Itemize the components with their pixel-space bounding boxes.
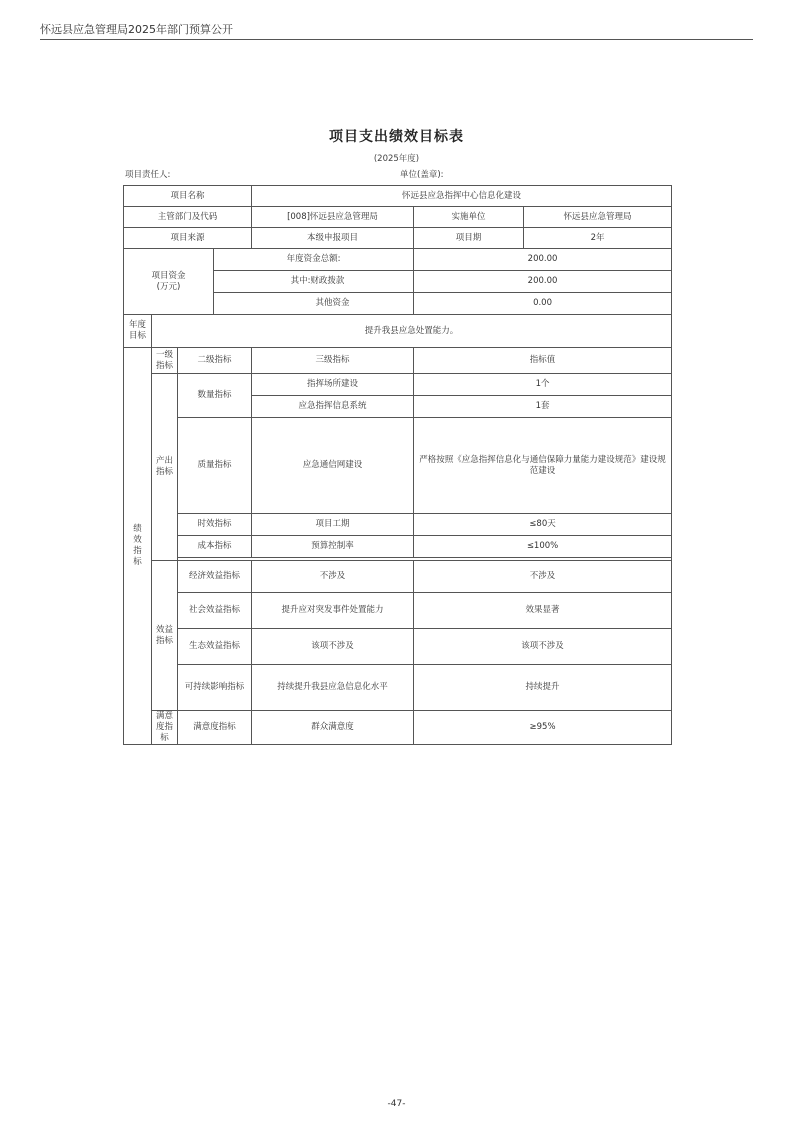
time-value: ≤80天 xyxy=(414,514,672,536)
output-indicator-label: 产出 指标 xyxy=(152,374,178,561)
time-name: 项目工期 xyxy=(252,514,414,536)
table-row xyxy=(124,228,672,249)
table-row xyxy=(124,514,672,536)
satisfaction-level1-label: 满意 度指 标 xyxy=(152,711,178,745)
satisfaction-value: ≥95% xyxy=(414,711,672,745)
col-level1-header: 一级 指标 xyxy=(152,348,178,374)
project-name-value: 怀远县应急指挥中心信息化建设 xyxy=(252,186,672,207)
fund-other-label: 其他资金 xyxy=(214,293,414,315)
quantity-indicator-label: 数量指标 xyxy=(178,374,252,418)
time-indicator-label: 时效指标 xyxy=(178,514,252,536)
social-name: 提升应对突发事件处置能力 xyxy=(252,593,414,629)
eco-value: 该项不涉及 xyxy=(414,629,672,665)
quality-value: 严格按照《应急指挥信息化与通信保障力量能力建设规范》建设规范建设 xyxy=(414,418,672,514)
dept-value: [008]怀远县应急管理局 xyxy=(252,207,414,228)
annual-goal-value: 提升我县应急处置能力。 xyxy=(152,315,672,348)
eco-name: 该项不涉及 xyxy=(252,629,414,665)
fund-total-label: 年度资金总额: xyxy=(214,249,414,271)
sustain-name: 持续提升我县应急信息化水平 xyxy=(252,665,414,711)
perf-indicator-label: 绩 效 指 标 xyxy=(124,348,152,745)
period-value: 2年 xyxy=(524,228,672,249)
table-row xyxy=(124,593,672,629)
fund-total-value: 200.00 xyxy=(414,249,672,271)
project-name-label: 项目名称 xyxy=(124,186,252,207)
table-row xyxy=(124,348,672,374)
satisfaction-indicator-label: 满意度指标 xyxy=(178,711,252,745)
econ-value: 不涉及 xyxy=(414,561,672,593)
table-row xyxy=(124,249,672,271)
year-subtitle: (2025年度) xyxy=(373,154,420,164)
quality-indicator-label: 质量指标 xyxy=(178,418,252,514)
table-row xyxy=(124,536,672,558)
q1-name: 指挥场所建设 xyxy=(252,374,414,396)
responsible-label: 项目责任人: xyxy=(125,170,171,180)
fund-fiscal-value: 200.00 xyxy=(414,271,672,293)
col-level2-header: 二级指标 xyxy=(178,348,252,374)
unit-stamp-label: 单位(盖章): xyxy=(400,170,444,180)
q2-value: 1套 xyxy=(414,396,672,418)
header-rule xyxy=(40,39,753,40)
fund-other-value: 0.00 xyxy=(414,293,672,315)
fund-fiscal-label: 其中:财政拨款 xyxy=(214,271,414,293)
table-row xyxy=(124,629,672,665)
dept-label: 主管部门及代码 xyxy=(124,207,252,228)
eco-indicator-label: 生态效益指标 xyxy=(178,629,252,665)
impl-label: 实施单位 xyxy=(414,207,524,228)
performance-table xyxy=(123,185,672,745)
table-row xyxy=(124,418,672,514)
table-row xyxy=(124,711,672,745)
q2-name: 应急指挥信息系统 xyxy=(252,396,414,418)
source-label: 项目来源 xyxy=(124,228,252,249)
source-value: 本级申报项目 xyxy=(252,228,414,249)
fund-label: 项目资金 (万元) xyxy=(124,249,214,315)
cost-name: 预算控制率 xyxy=(252,536,414,558)
col-level3-header: 三级指标 xyxy=(252,348,414,374)
table-row xyxy=(124,561,672,593)
table-row xyxy=(124,186,672,207)
table-row xyxy=(124,315,672,348)
sustain-value: 持续提升 xyxy=(414,665,672,711)
sustain-indicator-label: 可持续影响指标 xyxy=(178,665,252,711)
table-row xyxy=(124,207,672,228)
period-label: 项目期 xyxy=(414,228,524,249)
econ-name: 不涉及 xyxy=(252,561,414,593)
page-number: -47- xyxy=(387,1099,406,1109)
q1-value: 1个 xyxy=(414,374,672,396)
page-title: 项目支出绩效目标表 xyxy=(329,129,464,145)
cost-indicator-label: 成本指标 xyxy=(178,536,252,558)
benefit-indicator-label: 效益 指标 xyxy=(152,561,178,711)
table-row xyxy=(124,665,672,711)
satisfaction-name: 群众满意度 xyxy=(252,711,414,745)
page-header: 怀远县应急管理局2025年部门预算公开 xyxy=(40,23,233,36)
impl-value: 怀远县应急管理局 xyxy=(524,207,672,228)
annual-goal-label: 年度 目标 xyxy=(124,315,152,348)
col-value-header: 指标值 xyxy=(414,348,672,374)
table-row xyxy=(124,374,672,396)
social-value: 效果显著 xyxy=(414,593,672,629)
quality-name: 应急通信网建设 xyxy=(252,418,414,514)
econ-indicator-label: 经济效益指标 xyxy=(178,561,252,593)
social-indicator-label: 社会效益指标 xyxy=(178,593,252,629)
cost-value: ≤100% xyxy=(414,536,672,558)
